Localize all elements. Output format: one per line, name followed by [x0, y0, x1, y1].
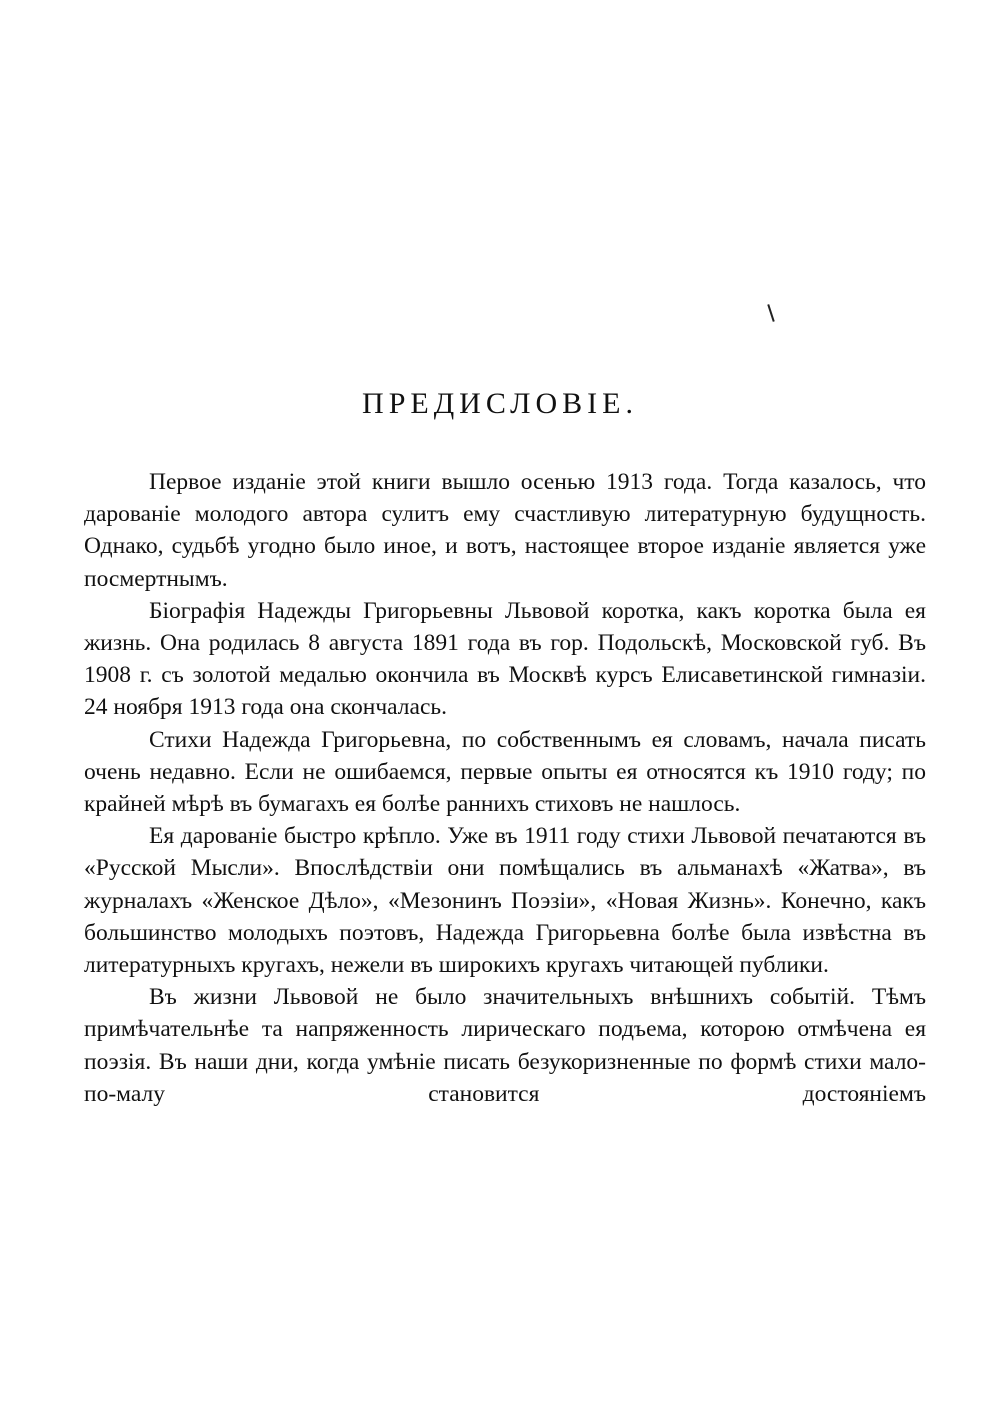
paragraph-lyrical-tension: Въ жизни Львовой не было значительныхъ внѣшнихъ событій. Тѣмъ примѣчательнѣе та напряженность лирическаго подъема, которою отмѣчена ея поэзія. Въ наши дни, когда умѣніе писать безукоризненные по формѣ стихи мало-по-малу становится достояніемъ — [84, 984, 926, 1107]
paragraph-publications: Ея дарованіе быстро крѣпло. Уже въ 1911 году стихи Львовой печатаются въ «Русской Мысли». Впослѣдствіи они помѣщались въ альманахѣ «Жатва», въ журналахъ «Женское Дѣло», «Мезонинъ Поэзіи», «Новая Жизнь». Конечно, какъ большинство молодыхъ поэтовъ, Надежда Григорьевна болѣе была извѣстна въ литературныхъ кругахъ, нежели въ широкихъ кругахъ читающей публики. — [84, 823, 926, 979]
page-title: ПРЕДИСЛОВІЕ. — [362, 387, 638, 420]
paragraph-biography: Біографія Надежды Григорьевны Львовой коротка, какъ коротка была ея жизнь. Она родилась 8 августа 1891 года въ гор. Подольскѣ, Московской губ. Въ 1908 г. съ золотой медалью окончила въ Москвѣ курсъ Елисаветинской гимназіи. 24 ноября 1913 года она скончалась. — [84, 597, 926, 721]
preface-body — [84, 466, 926, 1110]
paragraph-first-edition: Первое изданіе этой книги вышло осенью 1913 года. Тогда казалось, что дарованіе молодого автора сулитъ ему счастливую литературную будущность. Однако, судьбѣ угодно было иное, и вотъ, настоящее второе изданіе является уже посмертнымъ. — [84, 469, 926, 592]
paragraph-first-poems: Стихи Надежда Григорьевна, по собственнымъ ея словамъ, начала писать очень недавно. Если не ошибаемся, первые опыты ея относятся къ 1910 году; по крайней мѣрѣ въ бумагахъ ея болѣе раннихъ стиховъ не нашлось. — [84, 726, 926, 818]
stray-ink-mark — [767, 304, 774, 322]
